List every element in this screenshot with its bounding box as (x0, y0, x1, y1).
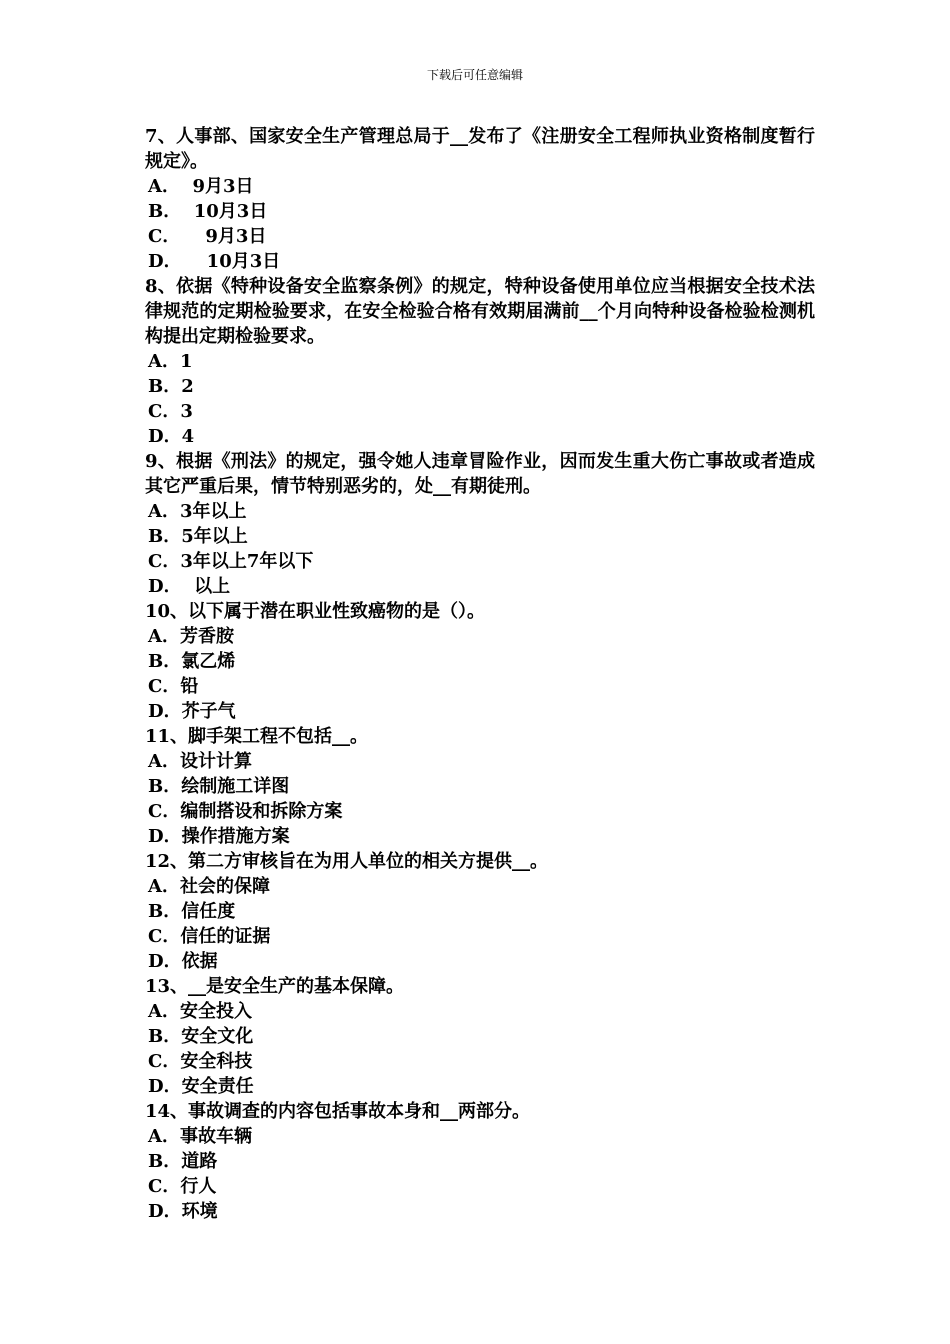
option-d: D． 10月3日 (148, 251, 281, 272)
option-b: B．氯乙烯 (148, 651, 236, 672)
option-c: C．编制搭设和拆除方案 (148, 801, 343, 822)
question-12 (145, 849, 815, 974)
option-c: C．信任的证据 (148, 926, 271, 947)
page-header: 下载后可任意编辑 (426, 68, 523, 82)
question-stem: 7、人事部、国家安全生产管理总局于__发布了《注册安全工程师执业资格制度暂行规定》。 (145, 126, 815, 172)
option-c: C．行人 (148, 1176, 217, 1197)
option-a: A．安全投入 (148, 1001, 252, 1022)
question-stem: 10、以下属于潜在职业性致癌物的是（）。 (145, 601, 486, 622)
option-d: D．芥子气 (148, 701, 236, 722)
option-b: B．5年以上 (148, 526, 248, 547)
option-d: D．4 (148, 426, 195, 447)
question-10 (145, 599, 815, 724)
option-c: C．安全科技 (148, 1051, 253, 1072)
option-a: A．3年以上 (148, 501, 247, 522)
option-d: D．环境 (148, 1201, 218, 1222)
question-11 (145, 724, 815, 849)
option-b: B． 10月3日 (148, 201, 268, 222)
option-d: D．安全责任 (148, 1076, 254, 1097)
option-a: A．设计计算 (148, 751, 252, 772)
option-c: C．铅 (148, 676, 199, 697)
option-d: D． 以上 (148, 576, 231, 597)
option-a: A．芳香胺 (148, 626, 234, 647)
option-d: D．依据 (148, 951, 218, 972)
option-a: A．1 (148, 351, 193, 372)
question-stem: 14、事故调查的内容包括事故本身和__两部分。 (145, 1101, 531, 1122)
option-a: A． 9月3日 (148, 176, 254, 197)
option-c: C．3年以上7年以下 (148, 551, 314, 572)
option-a: A．社会的保障 (148, 876, 270, 897)
question-stem: 13、__是安全生产的基本保障。 (145, 976, 405, 997)
option-a: A．事故车辆 (148, 1126, 252, 1147)
option-b: B．道路 (148, 1151, 218, 1172)
question-7 (145, 124, 815, 274)
option-b: B．绘制施工详图 (148, 776, 290, 797)
option-c: C．3 (148, 401, 193, 422)
question-8 (145, 274, 815, 449)
question-stem: 11、脚手架工程不包括__。 (145, 726, 369, 747)
question-stem: 8、依据《特种设备安全监察条例》的规定，特种设备使用单位应当根据安全技术法律规范的定期检验要求，在安全检验合格有效期届满前__个月向特种设备检验检测机构提出定期检验要求。 (145, 276, 815, 347)
question-9 (145, 449, 815, 599)
option-c: C． 9月3日 (148, 226, 267, 247)
question-14 (145, 1099, 815, 1224)
question-stem: 9、根据《刑法》的规定，强令她人违章冒险作业，因而发生重大伤亡事故或者造成其它严重后果，情节特别恶劣的，处__有期徒刑。 (145, 451, 815, 497)
option-b: B．2 (148, 376, 194, 397)
option-b: B．安全文化 (148, 1026, 254, 1047)
option-d: D．操作措施方案 (148, 826, 290, 847)
question-list (145, 124, 815, 1224)
question-stem: 12、第二方审核旨在为用人单位的相关方提供__。 (145, 851, 549, 872)
question-13 (145, 974, 815, 1099)
option-b: B．信任度 (148, 901, 236, 922)
